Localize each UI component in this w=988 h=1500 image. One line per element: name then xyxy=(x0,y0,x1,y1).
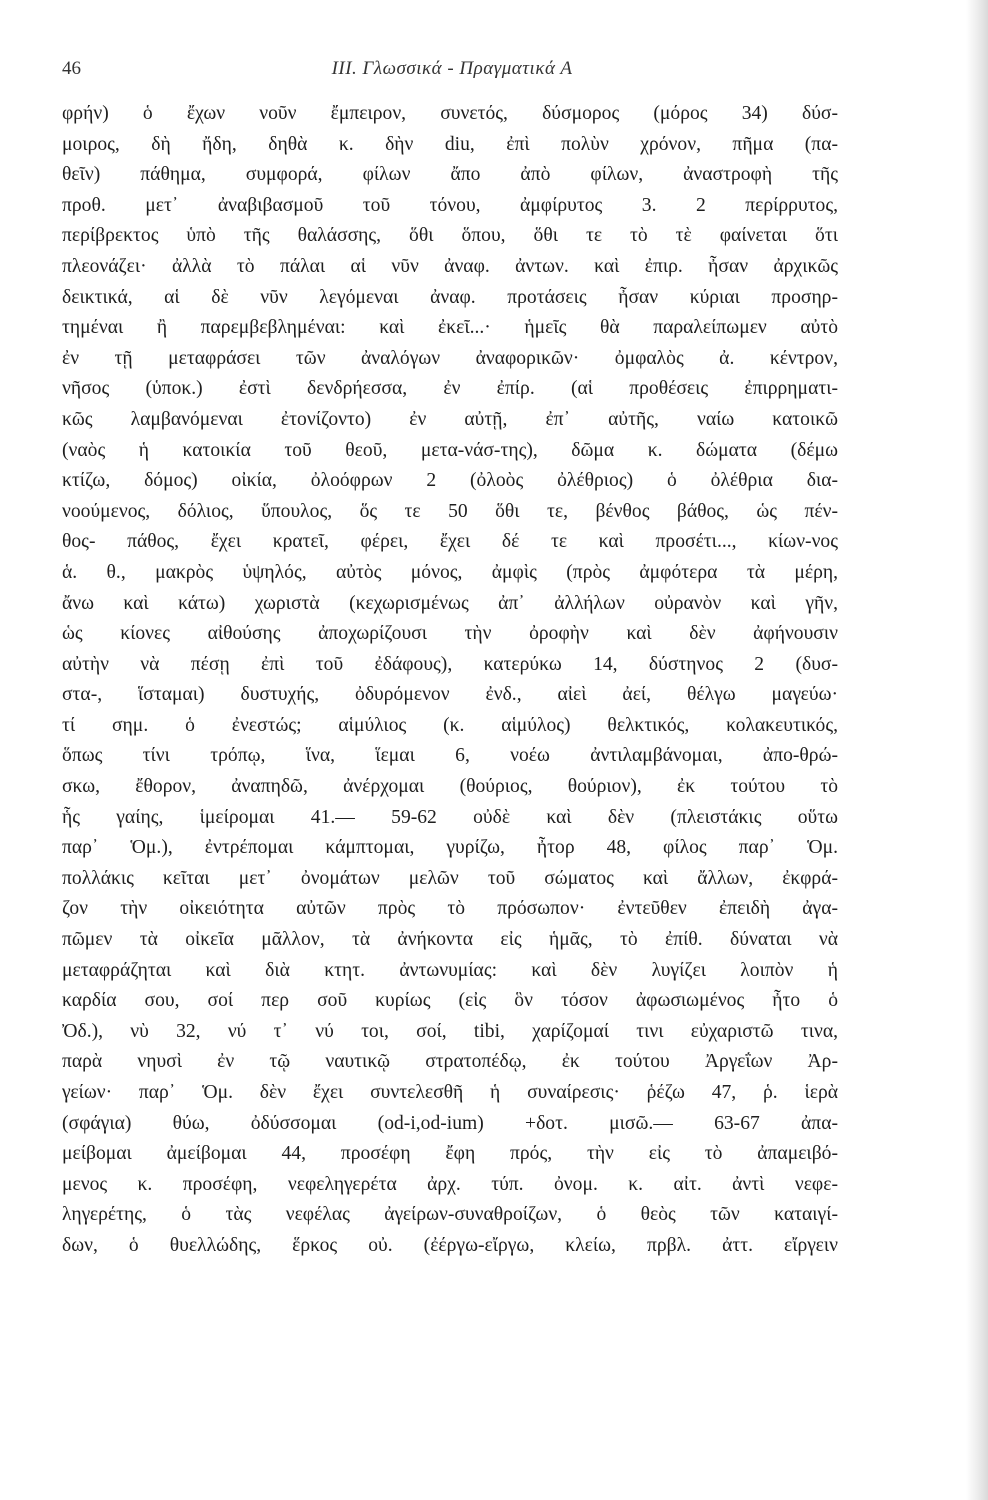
text-line: νῆσος (ὑποκ.) ἐστὶ δενδρήεσσα, ἐν ἐπίρ. (αἱ προθέσεις ἐπιρρηματι- xyxy=(62,378,838,400)
text-line: παρὰ νηυσὶ ἐν τῷ ναυτικῷ στρατοπέδῳ, ἐκ τούτου Ἀργεΐων Ἀρ- xyxy=(62,1051,838,1073)
text-line: ἧς γαίης, ἱμείρομαι 41.— 59-62 οὐδὲ καὶ δὲν (πλειστάκις οὕτω xyxy=(62,806,838,828)
text-line: δεικτικά, αἱ δὲ νῦν λεγόμεναι ἀναφ. προτάσεις ἦσαν κύριαι προσηρ- xyxy=(62,286,838,308)
text-line: σκω, ἔθορον, ἀναπηδῶ, ἀνέρχομαι (θούριος, θούριον), ἐκ τούτου τὸ xyxy=(62,776,838,798)
text-line: φρήν) ὁ ἔχων νοῦν ἔμπειρον, συνετός, δύσμορος (μόρος 34) δύσ- xyxy=(62,103,838,124)
text-line: (σφάγια) θύω, ὀδύσσομαι (od-i,od-ium) +δοτ. μισῶ.— 63-67 ἀπα- xyxy=(62,1112,838,1134)
text-line: καρδία σου, σοί περ σοῦ κυρίως (εἰς ὃν τόσον ἀφωσιωμένος ἦτο ὁ xyxy=(62,990,838,1012)
text-line: νοούμενος, δόλιος, ὕπουλος, ὅς τε 50 ὅθι τε, βένθος βάθος, ὡς πέν- xyxy=(62,500,838,522)
text-line: γείων· παρ᾿ Ὁμ. δὲν ἔχει συντελεσθῆ ἡ συναίρεσις· ῥέζω 47, ῥ. ἱερὰ xyxy=(62,1082,838,1103)
text-line: κῶς λαμβανόμεναι ἐτονίζοντο) ἐν αὐτῇ, ἐπ᾿ αὐτῆς, ναίω κατοικῶ xyxy=(62,408,838,430)
text-line: ὡς κίονες αἰθούσης ἀποχωρίζουσι τὴν ὀροφὴν καὶ δὲν ἀφήνουσιν xyxy=(62,623,838,645)
text-line: τί σημ. ὁ ἐνεστώς; αἱμύλιος (κ. αἱμύλος) θελκτικός, κολακευτικός, xyxy=(62,714,838,736)
text-line: πολλάκις κεῖται μετ᾿ ὀνομάτων μελῶν τοῦ σώματος καὶ ἄλλων, ἐκφρά- xyxy=(62,867,838,889)
text-line: πλεονάζει· ἀλλὰ τὸ πάλαι αἱ νῦν ἀναφ. ἀντων. καὶ ἐπιρ. ἦσαν ἀρχικῶς xyxy=(62,255,838,277)
text-line: μοιρος, δὴ ἤδη, δηθὰ κ. δὴν diu, ἐπὶ πολὺν χρόνον, πῆμα (πα- xyxy=(62,133,838,155)
text-line xyxy=(62,1262,838,1293)
page-edge-shadow xyxy=(966,0,988,1500)
text-line: περίβρεκτος ὑπὸ τῆς θαλάσσης, ὅθι ὅπου, ὅθι τε τὸ τὲ φαίνεται ὅτι xyxy=(62,225,838,247)
text-line: δων, ὁ θυελλώδης, ἕρκος οὐ. (ἐέργω-εἴργω, κλείω, πρβλ. ἀττ. εἴργειν xyxy=(62,1234,838,1256)
text-line: τημέναι ἢ παρεμβεβλημέναι: καὶ ἐκεῖ...· ἡμεῖς θὰ παραλείπωμεν αὐτὸ xyxy=(62,317,838,339)
text-line: μεταφράζηται καὶ διὰ κτητ. ἀντωνυμίας: καὶ δὲν λυγίζει λοιπὸν ἡ xyxy=(62,959,838,981)
text-line: μενος κ. προσέφη, νεφεληγερέτα ἀρχ. τύπ. ὀνομ. κ. αἰτ. ἀντὶ νεφε- xyxy=(62,1173,838,1195)
text-line: ὅπως τίνι τρόπῳ, ἵνα, ἵεμαι 6, νοέω ἀντιλαμβάνομαι, ἀπο-θρώ- xyxy=(62,745,838,767)
page-header xyxy=(62,58,842,88)
text-line: μείβομαι ἀμείβομαι 44, προσέφη ἔφη πρός, τὴν εἰς τὸ ἀπαμειβό- xyxy=(62,1143,838,1165)
text-line: ληγερέτης, ὁ τὰς νεφέλας ἀγείρων-συναθροίζων, ὁ θεὸς τῶν καταιγί- xyxy=(62,1204,838,1226)
text-line: ἐν τῇ μεταφράσει τῶν ἀναλόγων ἀναφορικῶν· ὀμφαλὸς ἀ. κέντρον, xyxy=(62,347,838,369)
commentary-text xyxy=(62,99,838,1292)
running-title: III. Γλωσσικά - Πραγματικά Α xyxy=(331,58,573,79)
text-line: θος- πάθος, ἔχει κρατεῖ, φέρει, ἔχει δέ τε καὶ προσέτι..., κίων-νος xyxy=(62,531,838,553)
text-line: ζον τὴν οἰκειότητα αὐτῶν πρὸς τὸ πρόσωπον· ἐντεῦθεν ἐπειδὴ ἀγα- xyxy=(62,898,838,920)
text-line: προθ. μετ᾿ ἀναβιβασμοῦ τοῦ τόνου, ἀμφίρυτος 3. 2 περίρρυτος, xyxy=(62,194,838,216)
text-line: (ναὸς ἡ κατοικία τοῦ θεοῦ, μετα-νάσ-της), δῶμα κ. δώματα (δέμω xyxy=(62,439,838,461)
text-line: κτίζω, δόμος) οἰκία, ὀλοόφρων 2 (ὀλοὸς ὀλέθριος) ὁ ὀλέθρια δια- xyxy=(62,470,838,492)
text-line: παρ᾿ Ὁμ.), ἐντρέπομαι κάμπτομαι, γυρίζω, ἦτορ 48, φίλος παρ᾿ Ὁμ. xyxy=(62,837,838,859)
text-line: θεῖν) πάθημα, συμφορά, φίλων ἄπο ἀπὸ φίλων, ἀναστροφὴ τῆς xyxy=(62,164,838,186)
page-number: 46 xyxy=(62,58,81,79)
text-line: αὐτὴν νὰ πέσῃ ἐπὶ τοῦ ἐδάφους), κατερύκω 14, δύστηνος 2 (δυσ- xyxy=(62,653,838,675)
text-line: πῶμεν τὰ οἰκεῖα μᾶλλον, τὰ ἀνήκοντα εἰς ἡμᾶς, τὸ ἐπίθ. δύναται νὰ xyxy=(62,929,838,951)
text-line: ἄνω καὶ κάτω) χωριστὰ (κεχωρισμένως ἀπ᾿ ἀλλήλων οὐρανὸν καὶ γῆν, xyxy=(62,592,838,614)
text-line: στα-, ἵσταμαι) δυστυχής, ὀδυρόμενον ἐνδ., αἰεὶ ἀεί, θέλγω μαγεύω· xyxy=(62,684,838,706)
text-line: Ὀδ.), νὺ 32, νύ τ᾿ νύ τοι, σοί, tibi, χαρίζομαί τινι εὐχαριστῶ τινα, xyxy=(62,1020,838,1042)
text-line: ἁ. θ., μακρὸς ὑψηλός, αὐτὸς μόνος, ἀμφὶς (πρὸς ἀμφότερα τὰ μέρη, xyxy=(62,561,838,583)
